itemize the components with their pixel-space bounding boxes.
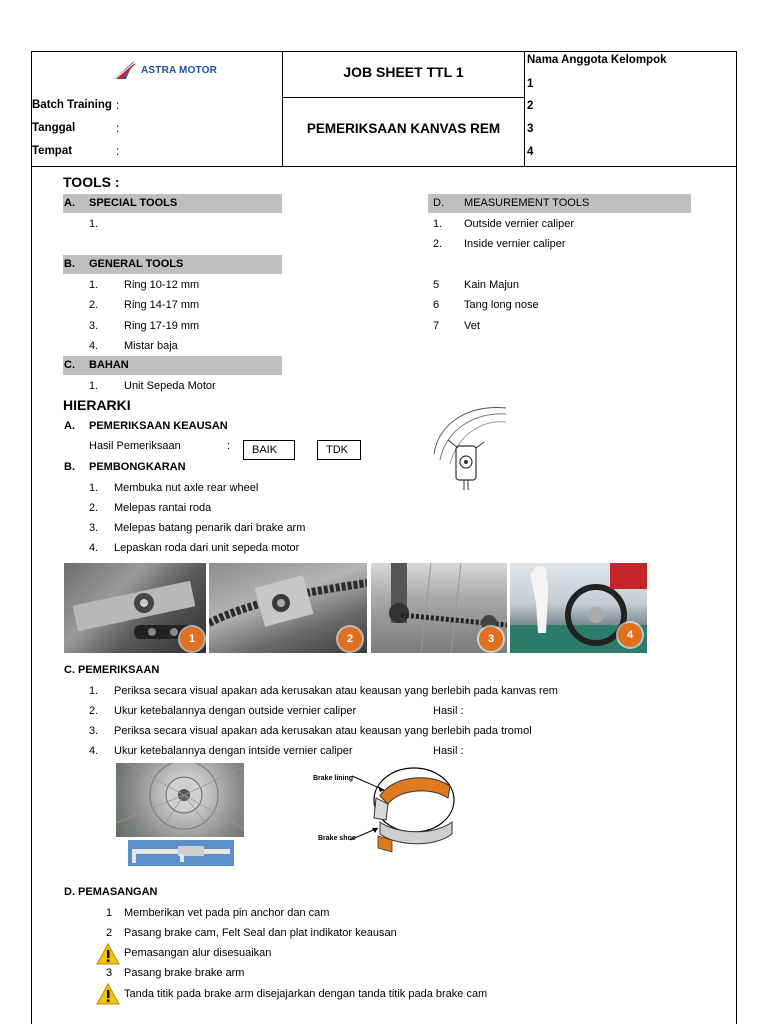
other-tool-item: Vet <box>464 320 480 332</box>
field-tempat-colon: : <box>116 146 120 158</box>
pembongkaran-title: PEMBONGKARAN <box>89 461 186 473</box>
field-tempat-label: Tempat <box>32 145 73 157</box>
vernier-caliper-photo <box>128 840 234 866</box>
result-colon: : <box>227 440 231 452</box>
field-batch-label: Batch Training <box>32 99 112 111</box>
member-4: 4 <box>527 146 534 158</box>
pemeriksaan-num: 2. <box>89 705 99 717</box>
bahan-letter: C. <box>64 359 75 371</box>
measurement-tools-letter: D. <box>433 197 444 209</box>
special-tools-letter: A. <box>64 197 75 209</box>
field-batch-colon: : <box>116 100 120 112</box>
pemasangan-num: 1 <box>106 907 113 919</box>
pembongkaran-num: 4. <box>89 542 99 554</box>
other-tool-item: Tang long nose <box>464 299 539 311</box>
measurement-tool-item: Inside vernier caliper <box>464 238 566 250</box>
member-1: 1 <box>527 78 534 90</box>
general-tool-item: Mistar baja <box>124 340 178 352</box>
members-title: Nama Anggota Kelompok <box>527 54 667 66</box>
step-badge-4: 4 <box>618 623 642 647</box>
pemeriksaan-num: 4. <box>89 745 99 757</box>
step-badge-2: 2 <box>338 627 362 651</box>
step-badge-3: 3 <box>479 627 503 651</box>
brake-drum-sketch <box>428 404 510 490</box>
measurement-tool-num: 1. <box>433 218 443 230</box>
pembongkaran-step: Lepaskan roda dari unit sepeda motor <box>114 542 300 554</box>
pemeriksaan-step: Periksa secara visual apakan ada kerusakan atau keausan yang berlebih pada tromol <box>114 725 532 737</box>
field-tanggal-label: Tanggal <box>32 122 76 134</box>
hierarki-heading: HIERARKI <box>63 397 131 413</box>
bahan-title: BAHAN <box>89 359 129 371</box>
astra-logo <box>112 59 217 81</box>
general-tool-num: 2. <box>89 299 99 311</box>
other-tool-num: 7 <box>433 320 440 332</box>
bahan-item-num: 1. <box>89 380 99 392</box>
pemeriksaan-num: 1. <box>89 685 99 697</box>
pemasangan-warning-text: Pemasangan alur disesuaikan <box>124 947 272 959</box>
general-tools-title: GENERAL TOOLS <box>89 258 184 270</box>
general-tool-num: 3. <box>89 320 99 332</box>
astra-logo-icon <box>112 59 138 81</box>
member-2: 2 <box>527 100 534 112</box>
result-bad-box[interactable]: TDK <box>317 440 361 460</box>
tools-heading: TOOLS : <box>63 174 120 190</box>
bahan-item: Unit Sepeda Motor <box>124 380 216 392</box>
pemasangan-title: D. PEMASANGAN <box>64 886 158 898</box>
warning-icon <box>96 943 120 965</box>
measurement-tool-item: Outside vernier caliper <box>464 218 575 230</box>
title-divider <box>282 97 525 98</box>
pemasangan-step: Pasang brake brake arm <box>124 967 245 979</box>
keausan-letter: A. <box>64 420 75 432</box>
pemasangan-step: Pasang brake cam, Felt Seal dan plat indikator keausan <box>124 927 397 939</box>
warning-icon <box>96 983 120 1005</box>
pemeriksaan-num: 3. <box>89 725 99 737</box>
general-tool-num: 4. <box>89 340 99 352</box>
measurement-tools-title: MEASUREMENT TOOLS <box>464 197 590 209</box>
pembongkaran-step: Melepas batang penarik dari brake arm <box>114 522 306 534</box>
result-label: Hasil Pemeriksaan <box>89 440 181 452</box>
general-tool-num: 1. <box>89 279 99 291</box>
pemeriksaan-step: Periksa secara visual apakan ada kerusakan atau keausan yang berlebih pada kanvas rem <box>114 685 558 697</box>
logo-text: ASTRA MOTOR <box>141 64 218 76</box>
pembongkaran-step: Melepas rantai roda <box>114 502 212 514</box>
pemeriksaan-hasil: Hasil : <box>433 745 464 757</box>
pembongkaran-num: 3. <box>89 522 99 534</box>
step-badge-1: 1 <box>180 627 204 651</box>
pemasangan-step: Memberikan vet pada pin anchor dan cam <box>124 907 330 919</box>
pembongkaran-letter: B. <box>64 461 75 473</box>
pemasangan-warning-text: Tanda titik pada brake arm disejajarkan dengan tanda titik pada brake cam <box>124 988 488 1000</box>
brake-drum-photo <box>116 763 244 837</box>
measurement-tool-num: 2. <box>433 238 443 250</box>
brake-shoe-label: Brake shoe <box>318 835 356 842</box>
general-tool-item: Ring 10-12 mm <box>124 279 200 291</box>
general-tools-letter: B. <box>64 258 75 270</box>
pemeriksaan-title: C. PEMERIKSAAN <box>64 664 160 676</box>
other-tool-num: 6 <box>433 299 440 311</box>
pemasangan-num: 3 <box>106 967 113 979</box>
general-tool-item: Ring 14-17 mm <box>124 299 200 311</box>
job-sheet-title: JOB SHEET TTL 1 <box>343 64 464 80</box>
keausan-title: PEMERIKSAAN KEAUSAN <box>89 420 228 432</box>
job-sheet-subtitle: PEMERIKSAAN KANVAS REM <box>306 121 501 136</box>
special-tools-title: SPECIAL TOOLS <box>89 197 178 209</box>
pembongkaran-step: Membuka nut axle rear wheel <box>114 482 259 494</box>
other-tool-num: 5 <box>433 279 440 291</box>
field-tanggal-colon: : <box>116 123 120 135</box>
general-tool-item: Ring 17-19 mm <box>124 320 200 332</box>
header-bottom-line <box>31 166 737 167</box>
pemeriksaan-step: Ukur ketebalannya dengan outside vernier caliper <box>114 705 357 717</box>
brake-lining-label: Brake lining <box>313 775 354 782</box>
pemeriksaan-step: Ukur ketebalannya dengan intside vernier caliper <box>114 745 353 757</box>
pemeriksaan-hasil: Hasil : <box>433 705 464 717</box>
member-3: 3 <box>527 123 534 135</box>
other-tool-item: Kain Majun <box>464 279 520 291</box>
pembongkaran-num: 1. <box>89 482 99 494</box>
special-tools-item-num: 1. <box>89 218 99 230</box>
result-good-box[interactable]: BAIK <box>243 440 295 460</box>
pembongkaran-num: 2. <box>89 502 99 514</box>
pemasangan-num: 2 <box>106 927 113 939</box>
